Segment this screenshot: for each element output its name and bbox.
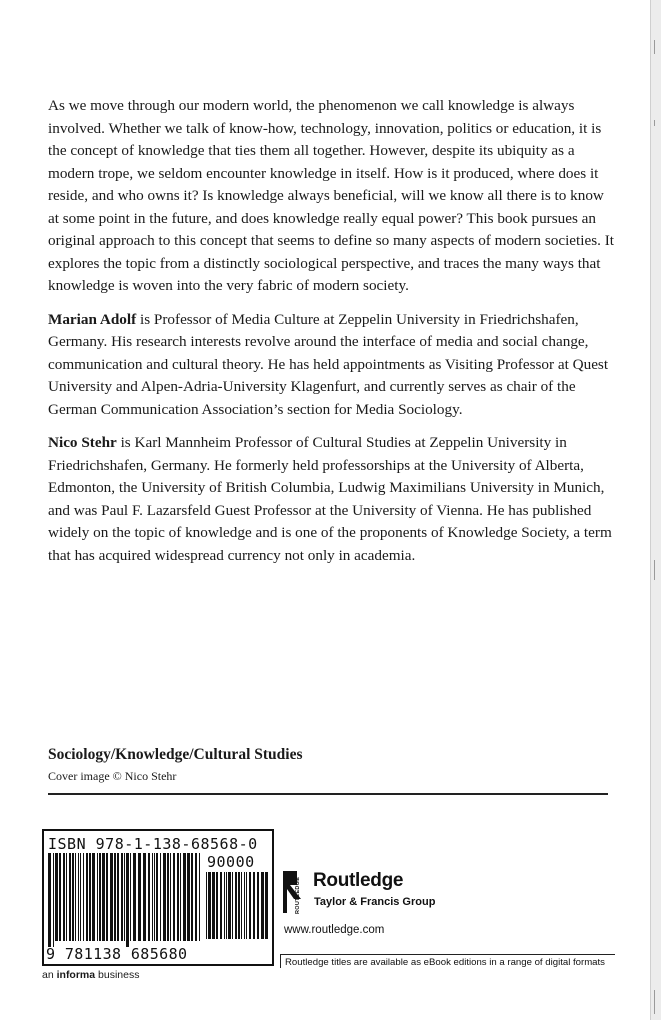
publisher-group: Taylor & Francis Group — [314, 896, 436, 908]
svg-text:ROUTLEDGE: ROUTLEDGE — [295, 876, 301, 914]
author-bio-text-2: is Karl Mannheim Professor of Cultural Studies at Zeppelin University in Friedrichshafen, Germany. He formerly held professorships at the University of Alberta, Edmonton, the University of British Columbia, Ludwig Maximilians University in Munich, and was Paul F. Lazarsfeld Guest Professor at the University of Vienna. He has published widely on the topic of knowledge and is one of the proponents of Knowledge Society, a term that has acquired widespread currency not only in academia. — [48, 434, 612, 564]
back-cover-text — [48, 95, 614, 578]
publisher-block — [280, 866, 470, 918]
publisher-name: Routledge — [313, 870, 404, 891]
author-bio-2 — [48, 432, 614, 567]
author-bio-1 — [48, 309, 614, 422]
imprint-brand: informa — [56, 969, 96, 981]
barcode-icon — [48, 853, 202, 947]
informa-business — [42, 969, 139, 981]
imprint-suffix: business — [95, 969, 140, 981]
isbn-text: ISBN 978-1-138-68568-0 — [48, 835, 258, 853]
price-code: 90000 — [207, 853, 255, 871]
cover-credit: Cover image © Nico Stehr — [48, 769, 177, 783]
author-bio-text-1: is Professor of Media Culture at Zeppelin University in Friedrichshafen, Germany. His research interests revolve around the interface of media and social change, communication and cultural theory. He has held appointments as Visiting Professor at Quest University and Alpen-Adria-University Klagenfurt, and currently serves as chair of the German Communication Association’s section for Media Sociology. — [48, 310, 609, 418]
subject-category: Sociology/Knowledge/Cultural Studies — [48, 746, 303, 763]
page-edge — [650, 0, 661, 1020]
ean-digits: 9 781138 685680 — [46, 945, 188, 963]
book-description: As we move through our modern world, the phenomenon we call knowledge is always involved. Whether we talk of know-how, technology, innovation, politics or education, it is the concept of knowledge that ties them all together. However, despite its ubiquity as a modern trope, we seldom encounter knowledge in itself. How is it produced, where does it reside, and who owns it? Is knowledge always beneficial, will we know all there is to know at some point in the future, and does knowledge really equal power? This book pursues an original approach to this concept that seems to define so many aspects of modern societies. It explores the topic from a distinctly sociological perspective, and traces the many ways that knowledge is woven into the very fabric of modern society. — [48, 97, 614, 294]
publisher-url[interactable]: www.routledge.com — [284, 924, 385, 936]
imprint-prefix: an — [42, 969, 57, 981]
barcode-box — [42, 829, 274, 966]
divider — [48, 793, 608, 795]
ebook-note: Routledge titles are available as eBook editions in a range of digital formats — [280, 954, 615, 968]
barcode-addon-icon — [206, 872, 268, 945]
author-name-1: Marian Adolf — [48, 310, 137, 328]
author-name-2: Nico Stehr — [48, 434, 117, 451]
routledge-logo-icon — [280, 868, 304, 916]
